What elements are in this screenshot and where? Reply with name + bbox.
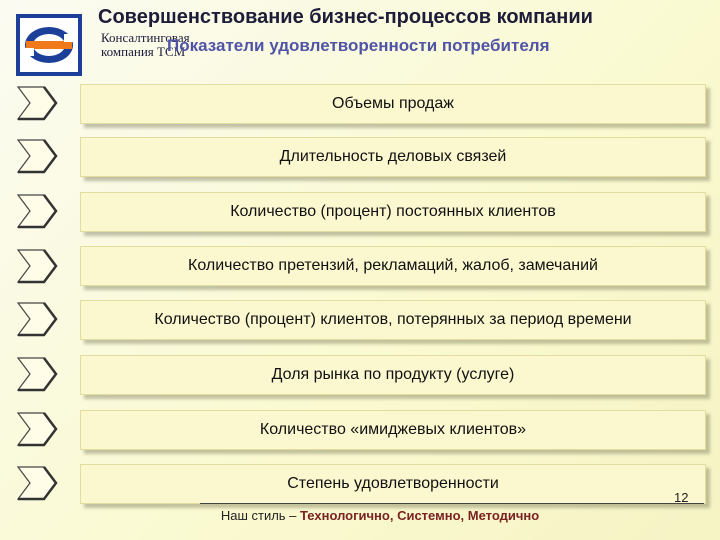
list-item: Количество претензий, рекламаций, жалоб, замечаний bbox=[80, 246, 706, 286]
list-item: Количество (процент) постоянных клиентов bbox=[80, 192, 706, 232]
list-item: Количество (процент) клиентов, потерянных за период времени bbox=[80, 300, 706, 340]
company-logo bbox=[16, 14, 82, 76]
list-item: Степень удовлетворенности bbox=[80, 464, 706, 504]
chevron-arrow-icon bbox=[16, 193, 58, 229]
chevron-arrow-icon bbox=[16, 356, 58, 392]
page-title: Совершенствование бизнес-процессов компании bbox=[98, 6, 593, 28]
chevron-arrow-icon bbox=[16, 411, 58, 447]
company-name: Консалтинговая компания ТСМ bbox=[101, 30, 190, 59]
chevron-arrow-icon bbox=[16, 465, 58, 501]
footer-slogan bbox=[0, 508, 720, 523]
chevron-arrow-icon bbox=[16, 85, 58, 121]
footer-divider bbox=[200, 503, 704, 504]
footer-prefix: Наш стиль – bbox=[220, 508, 301, 523]
chevron-arrow-icon bbox=[16, 248, 58, 284]
list-item: Длительность деловых связей bbox=[80, 137, 706, 177]
page-subtitle: Показатели удовлетворенности потребителя bbox=[167, 36, 550, 55]
chevron-arrow-icon bbox=[16, 301, 58, 337]
list-item: Количество «имиджевых клиентов» bbox=[80, 410, 706, 450]
page-number: 12 bbox=[674, 490, 689, 505]
footer-slogan-bold: Технологично, Системно, Методично bbox=[300, 508, 540, 523]
chevron-arrow-icon bbox=[16, 138, 58, 174]
list-item: Объемы продаж bbox=[80, 84, 706, 124]
list-item: Доля рынка по продукту (услуге) bbox=[80, 355, 706, 395]
